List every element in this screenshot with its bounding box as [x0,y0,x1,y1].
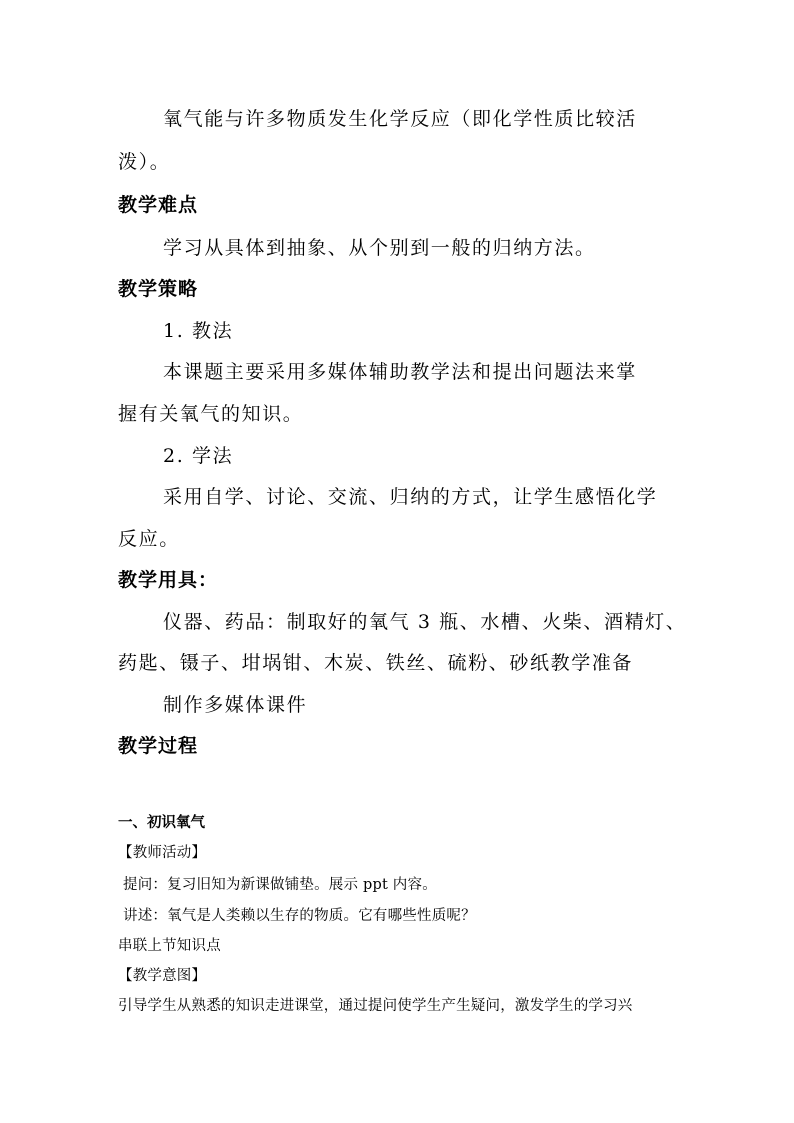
strategy-heading: 教学策略 [118,278,199,300]
tools-line-3: 制作多媒体课件 [163,694,308,716]
objectives-line-1: 氧气能与许多物质发生化学反应（即化学性质比较活 [163,108,637,130]
tools-line-1: 仪器、药品：制取好的氧气 3 瓶、水槽、火柴、酒精灯、 [163,611,687,633]
teaching-method-title: 1. 教法 [163,320,234,342]
process-heading: 教学过程 [118,735,199,757]
teacher-activity-label: 【教师活动】 [118,845,207,861]
section1-title: 一、初识氧气 [118,814,205,831]
question-text: 提问：复习旧知为新课做铺垫。展示 ppt 内容。 [123,877,437,893]
teaching-method-line-2: 握有关氧气的知识。 [118,403,304,425]
difficulty-text: 学习从具体到抽象、从个别到一般的归纳方法。 [163,237,596,259]
intent-label: 【教学意图】 [118,968,207,984]
tools-line-2: 药匙、镊子、坩埚钳、木炭、铁丝、硫粉、砂纸教学准备 [118,652,634,674]
intent-text: 引导学生从熟悉的知识走进课堂，通过提问使学生产生疑问，激发学生的学习兴 [118,998,633,1014]
objectives-line-2: 泼）。 [118,151,171,173]
learning-method-line-1: 采用自学、讨论、交流、归纳的方式，让学生感悟化学 [163,486,658,508]
learning-method-line-2: 反应。 [118,528,180,550]
link-text: 串联上节知识点 [118,938,221,954]
difficulty-heading: 教学难点 [118,194,199,216]
teaching-method-line-1: 本课题主要采用多媒体辅助教学法和提出问题法来掌 [163,361,637,383]
learning-method-title: 2. 学法 [163,445,234,467]
narration-text: 讲述：氧气是人类赖以生存的物质。它有哪些性质呢？ [123,908,476,924]
tools-heading: 教学用具： [118,569,219,591]
